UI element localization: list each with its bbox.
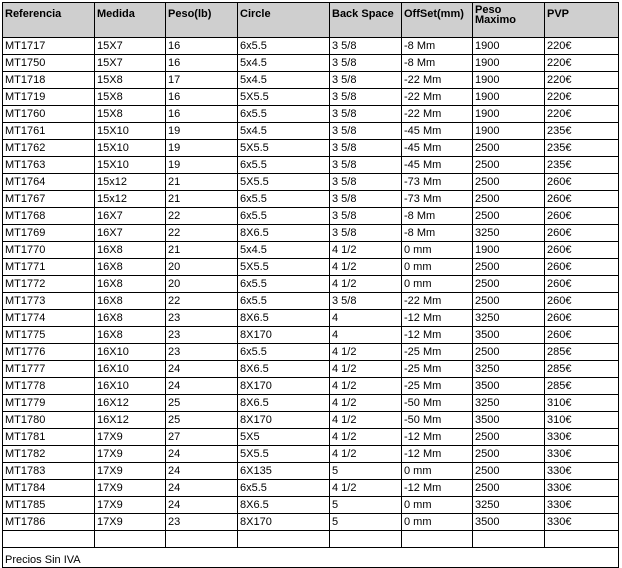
cell-back-space: 4 1/2 — [330, 242, 402, 259]
table-row — [3, 140, 619, 157]
cell-pvp: 260€ — [545, 310, 619, 327]
cell-back-space: 4 1/2 — [330, 446, 402, 463]
cell-peso-maximo: 3250 — [473, 395, 545, 412]
cell-peso-maximo: 3250 — [473, 310, 545, 327]
cell-circle: 5x4.5 — [238, 123, 330, 140]
cell-peso-maximo: 3250 — [473, 225, 545, 242]
cell-peso-maximo: 1900 — [473, 123, 545, 140]
cell-offset: -25 Mm — [402, 361, 473, 378]
cell-medida: 16X8 — [95, 259, 166, 276]
cell-peso-maximo: 2500 — [473, 157, 545, 174]
table-row — [3, 72, 619, 89]
table-row — [3, 55, 619, 72]
cell-medida: 17X9 — [95, 463, 166, 480]
cell-pvp: 330€ — [545, 514, 619, 531]
cell-pvp: 285€ — [545, 344, 619, 361]
cell-pvp: 220€ — [545, 106, 619, 123]
cell-offset: -45 Mm — [402, 123, 473, 140]
cell-back-space: 4 1/2 — [330, 276, 402, 293]
cell-offset: -12 Mm — [402, 310, 473, 327]
cell-referencia: MT1784 — [3, 480, 95, 497]
table-body — [3, 38, 619, 531]
cell-medida: 16X8 — [95, 276, 166, 293]
cell-back-space: 4 — [330, 327, 402, 344]
cell-peso: 19 — [166, 157, 238, 174]
table-row — [3, 276, 619, 293]
cell-peso-maximo: 1900 — [473, 89, 545, 106]
cell-offset: -8 Mm — [402, 225, 473, 242]
cell-back-space: 3 5/8 — [330, 140, 402, 157]
cell-back-space: 3 5/8 — [330, 38, 402, 55]
cell-circle: 6x5.5 — [238, 480, 330, 497]
cell-peso-maximo: 1900 — [473, 72, 545, 89]
header-peso-maximo: Peso Maximo — [473, 3, 545, 38]
cell-peso-maximo: 1900 — [473, 242, 545, 259]
footer-row — [3, 548, 619, 568]
cell-offset: -22 Mm — [402, 72, 473, 89]
cell-peso-maximo: 2500 — [473, 276, 545, 293]
cell-medida: 16X10 — [95, 378, 166, 395]
cell-circle: 8X170 — [238, 412, 330, 429]
cell-back-space: 3 5/8 — [330, 106, 402, 123]
cell-referencia: MT1762 — [3, 140, 95, 157]
cell-pvp: 285€ — [545, 361, 619, 378]
wheel-price-table — [2, 2, 619, 568]
blank-cell — [3, 531, 95, 548]
cell-peso-maximo: 3500 — [473, 514, 545, 531]
cell-peso-maximo: 2500 — [473, 259, 545, 276]
cell-peso: 24 — [166, 497, 238, 514]
cell-peso: 21 — [166, 191, 238, 208]
table-row — [3, 106, 619, 123]
cell-referencia: MT1781 — [3, 429, 95, 446]
table-row — [3, 191, 619, 208]
cell-offset: -73 Mm — [402, 191, 473, 208]
blank-cell — [402, 531, 473, 548]
cell-offset: -22 Mm — [402, 89, 473, 106]
header-pvp: PVP — [545, 3, 619, 38]
cell-pvp: 310€ — [545, 412, 619, 429]
cell-offset: -50 Mm — [402, 395, 473, 412]
cell-peso: 25 — [166, 412, 238, 429]
table-row — [3, 514, 619, 531]
cell-pvp: 330€ — [545, 497, 619, 514]
table-row — [3, 361, 619, 378]
cell-pvp: 260€ — [545, 208, 619, 225]
table-row — [3, 174, 619, 191]
table-row — [3, 497, 619, 514]
cell-peso: 23 — [166, 514, 238, 531]
cell-back-space: 3 5/8 — [330, 55, 402, 72]
cell-pvp: 220€ — [545, 55, 619, 72]
cell-peso: 23 — [166, 310, 238, 327]
table-row — [3, 446, 619, 463]
cell-circle: 6x5.5 — [238, 191, 330, 208]
blank-cell — [238, 531, 330, 548]
cell-pvp: 260€ — [545, 191, 619, 208]
table-row — [3, 344, 619, 361]
cell-referencia: MT1750 — [3, 55, 95, 72]
table-row — [3, 89, 619, 106]
header-medida: Medida — [95, 3, 166, 38]
cell-offset: -45 Mm — [402, 157, 473, 174]
cell-medida: 15x12 — [95, 174, 166, 191]
cell-peso-maximo: 3250 — [473, 497, 545, 514]
cell-circle: 8X6.5 — [238, 395, 330, 412]
blank-cell — [166, 531, 238, 548]
cell-peso-maximo: 2500 — [473, 293, 545, 310]
cell-circle: 8X6.5 — [238, 225, 330, 242]
table-row — [3, 208, 619, 225]
cell-peso: 25 — [166, 395, 238, 412]
cell-offset: -25 Mm — [402, 378, 473, 395]
cell-medida: 16X12 — [95, 412, 166, 429]
cell-pvp: 260€ — [545, 327, 619, 344]
cell-offset: -8 Mm — [402, 208, 473, 225]
cell-peso: 23 — [166, 327, 238, 344]
cell-referencia: MT1772 — [3, 276, 95, 293]
cell-medida: 16X10 — [95, 361, 166, 378]
cell-back-space: 4 1/2 — [330, 395, 402, 412]
cell-medida: 16X8 — [95, 310, 166, 327]
table-row — [3, 429, 619, 446]
cell-peso-maximo: 2500 — [473, 344, 545, 361]
cell-circle: 5X5.5 — [238, 140, 330, 157]
cell-referencia: MT1778 — [3, 378, 95, 395]
cell-pvp: 310€ — [545, 395, 619, 412]
cell-offset: -12 Mm — [402, 429, 473, 446]
table-row — [3, 480, 619, 497]
cell-pvp: 330€ — [545, 446, 619, 463]
cell-referencia: MT1767 — [3, 191, 95, 208]
cell-referencia: MT1779 — [3, 395, 95, 412]
cell-circle: 5X5.5 — [238, 259, 330, 276]
cell-back-space: 4 1/2 — [330, 429, 402, 446]
table-row — [3, 310, 619, 327]
cell-referencia: MT1773 — [3, 293, 95, 310]
footer-note: Precios Sin IVA — [3, 548, 619, 568]
cell-peso-maximo: 3500 — [473, 378, 545, 395]
cell-back-space: 3 5/8 — [330, 157, 402, 174]
cell-referencia: MT1777 — [3, 361, 95, 378]
cell-circle: 5x4.5 — [238, 55, 330, 72]
cell-back-space: 4 1/2 — [330, 378, 402, 395]
table-row — [3, 123, 619, 140]
table-row — [3, 225, 619, 242]
cell-referencia: MT1782 — [3, 446, 95, 463]
cell-referencia: MT1780 — [3, 412, 95, 429]
cell-circle: 8X6.5 — [238, 361, 330, 378]
cell-back-space: 4 1/2 — [330, 361, 402, 378]
cell-pvp: 330€ — [545, 480, 619, 497]
cell-medida: 15X7 — [95, 55, 166, 72]
cell-medida: 15x12 — [95, 191, 166, 208]
cell-peso-maximo: 2500 — [473, 429, 545, 446]
cell-offset: -50 Mm — [402, 412, 473, 429]
cell-circle: 6x5.5 — [238, 38, 330, 55]
header-circle: Circle — [238, 3, 330, 38]
cell-peso-maximo: 3500 — [473, 327, 545, 344]
cell-circle: 8X6.5 — [238, 310, 330, 327]
cell-pvp: 220€ — [545, 72, 619, 89]
cell-medida: 15X10 — [95, 157, 166, 174]
cell-pvp: 220€ — [545, 89, 619, 106]
cell-peso-maximo: 2500 — [473, 208, 545, 225]
price-table-container — [2, 2, 619, 568]
cell-circle: 6x5.5 — [238, 293, 330, 310]
cell-circle: 6x5.5 — [238, 106, 330, 123]
cell-back-space: 3 5/8 — [330, 174, 402, 191]
cell-offset: -8 Mm — [402, 55, 473, 72]
cell-referencia: MT1786 — [3, 514, 95, 531]
cell-peso-maximo: 1900 — [473, 55, 545, 72]
cell-referencia: MT1785 — [3, 497, 95, 514]
cell-peso: 19 — [166, 123, 238, 140]
cell-back-space: 5 — [330, 463, 402, 480]
cell-peso: 19 — [166, 140, 238, 157]
cell-peso-maximo: 2500 — [473, 174, 545, 191]
header-row — [3, 3, 619, 38]
cell-referencia: MT1719 — [3, 89, 95, 106]
cell-offset: 0 mm — [402, 242, 473, 259]
cell-referencia: MT1764 — [3, 174, 95, 191]
cell-medida: 16X12 — [95, 395, 166, 412]
table-row — [3, 327, 619, 344]
cell-pvp: 235€ — [545, 123, 619, 140]
cell-circle: 8X170 — [238, 514, 330, 531]
cell-circle: 5x4.5 — [238, 242, 330, 259]
cell-referencia: MT1775 — [3, 327, 95, 344]
cell-pvp: 285€ — [545, 378, 619, 395]
header-back-space: Back Space — [330, 3, 402, 38]
cell-pvp: 330€ — [545, 463, 619, 480]
cell-medida: 15X8 — [95, 72, 166, 89]
cell-offset: 0 mm — [402, 276, 473, 293]
cell-pvp: 235€ — [545, 140, 619, 157]
blank-cell — [473, 531, 545, 548]
cell-peso: 27 — [166, 429, 238, 446]
cell-circle: 5X5.5 — [238, 89, 330, 106]
blank-cell — [545, 531, 619, 548]
cell-peso: 23 — [166, 344, 238, 361]
cell-peso-maximo: 2500 — [473, 191, 545, 208]
cell-peso: 24 — [166, 480, 238, 497]
cell-peso: 16 — [166, 38, 238, 55]
blank-row — [3, 531, 619, 548]
cell-peso: 21 — [166, 242, 238, 259]
header-offset: OffSet(mm) — [402, 3, 473, 38]
cell-circle: 6x5.5 — [238, 344, 330, 361]
cell-peso: 21 — [166, 174, 238, 191]
cell-pvp: 260€ — [545, 276, 619, 293]
header-peso: Peso(lb) — [166, 3, 238, 38]
cell-peso: 16 — [166, 55, 238, 72]
cell-medida: 17X9 — [95, 480, 166, 497]
table-row — [3, 242, 619, 259]
cell-offset: -22 Mm — [402, 293, 473, 310]
cell-back-space: 4 1/2 — [330, 259, 402, 276]
table-row — [3, 378, 619, 395]
cell-back-space: 3 5/8 — [330, 293, 402, 310]
cell-offset: -8 Mm — [402, 38, 473, 55]
cell-referencia: MT1771 — [3, 259, 95, 276]
cell-circle: 6x5.5 — [238, 157, 330, 174]
cell-medida: 17X9 — [95, 446, 166, 463]
cell-circle: 8X170 — [238, 378, 330, 395]
cell-back-space: 3 5/8 — [330, 225, 402, 242]
cell-pvp: 260€ — [545, 259, 619, 276]
cell-pvp: 260€ — [545, 225, 619, 242]
cell-offset: 0 mm — [402, 259, 473, 276]
cell-peso: 22 — [166, 225, 238, 242]
cell-peso-maximo: 2500 — [473, 463, 545, 480]
cell-medida: 16X8 — [95, 293, 166, 310]
cell-medida: 16X8 — [95, 327, 166, 344]
cell-referencia: MT1768 — [3, 208, 95, 225]
cell-referencia: MT1783 — [3, 463, 95, 480]
cell-peso: 22 — [166, 208, 238, 225]
cell-offset: -73 Mm — [402, 174, 473, 191]
cell-medida: 16X7 — [95, 225, 166, 242]
cell-back-space: 3 5/8 — [330, 89, 402, 106]
table-row — [3, 38, 619, 55]
cell-medida: 15X10 — [95, 123, 166, 140]
cell-medida: 17X9 — [95, 514, 166, 531]
cell-pvp: 260€ — [545, 174, 619, 191]
cell-circle: 5x4.5 — [238, 72, 330, 89]
cell-offset: 0 mm — [402, 463, 473, 480]
cell-circle: 5X5.5 — [238, 446, 330, 463]
cell-peso: 16 — [166, 106, 238, 123]
cell-back-space: 3 5/8 — [330, 123, 402, 140]
cell-peso-maximo: 3500 — [473, 412, 545, 429]
cell-peso: 24 — [166, 446, 238, 463]
cell-circle: 6X135 — [238, 463, 330, 480]
table-row — [3, 412, 619, 429]
cell-peso-maximo: 2500 — [473, 140, 545, 157]
table-row — [3, 395, 619, 412]
cell-peso-maximo: 1900 — [473, 106, 545, 123]
table-row — [3, 293, 619, 310]
cell-offset: -12 Mm — [402, 446, 473, 463]
cell-circle: 5X5 — [238, 429, 330, 446]
cell-offset: -25 Mm — [402, 344, 473, 361]
blank-cell — [95, 531, 166, 548]
cell-peso: 16 — [166, 89, 238, 106]
cell-back-space: 4 1/2 — [330, 412, 402, 429]
cell-peso: 24 — [166, 463, 238, 480]
cell-referencia: MT1763 — [3, 157, 95, 174]
cell-peso: 20 — [166, 276, 238, 293]
cell-referencia: MT1717 — [3, 38, 95, 55]
cell-back-space: 4 1/2 — [330, 344, 402, 361]
cell-referencia: MT1769 — [3, 225, 95, 242]
cell-referencia: MT1761 — [3, 123, 95, 140]
cell-medida: 16X7 — [95, 208, 166, 225]
cell-medida: 17X9 — [95, 429, 166, 446]
cell-circle: 8X6.5 — [238, 497, 330, 514]
cell-peso-maximo: 1900 — [473, 38, 545, 55]
cell-peso-maximo: 2500 — [473, 480, 545, 497]
cell-offset: -12 Mm — [402, 327, 473, 344]
cell-circle: 5X5.5 — [238, 174, 330, 191]
cell-referencia: MT1774 — [3, 310, 95, 327]
cell-medida: 16X10 — [95, 344, 166, 361]
cell-medida: 15X10 — [95, 140, 166, 157]
cell-medida: 17X9 — [95, 497, 166, 514]
cell-medida: 15X8 — [95, 106, 166, 123]
cell-referencia: MT1760 — [3, 106, 95, 123]
cell-circle: 6x5.5 — [238, 208, 330, 225]
cell-back-space: 5 — [330, 497, 402, 514]
table-row — [3, 157, 619, 174]
cell-pvp: 235€ — [545, 157, 619, 174]
cell-back-space: 3 5/8 — [330, 208, 402, 225]
cell-peso: 22 — [166, 293, 238, 310]
cell-back-space: 5 — [330, 514, 402, 531]
cell-offset: 0 mm — [402, 514, 473, 531]
cell-peso: 20 — [166, 259, 238, 276]
cell-pvp: 330€ — [545, 429, 619, 446]
cell-pvp: 220€ — [545, 38, 619, 55]
cell-back-space: 3 5/8 — [330, 72, 402, 89]
cell-medida: 16X8 — [95, 242, 166, 259]
header-referencia: Referencia — [3, 3, 95, 38]
cell-peso: 24 — [166, 378, 238, 395]
cell-peso-maximo: 2500 — [473, 446, 545, 463]
cell-offset: 0 mm — [402, 497, 473, 514]
cell-back-space: 3 5/8 — [330, 191, 402, 208]
cell-circle: 8X170 — [238, 327, 330, 344]
table-row — [3, 463, 619, 480]
cell-medida: 15X8 — [95, 89, 166, 106]
cell-back-space: 4 — [330, 310, 402, 327]
cell-offset: -45 Mm — [402, 140, 473, 157]
cell-pvp: 260€ — [545, 242, 619, 259]
cell-medida: 15X7 — [95, 38, 166, 55]
cell-referencia: MT1718 — [3, 72, 95, 89]
cell-referencia: MT1770 — [3, 242, 95, 259]
table-row — [3, 259, 619, 276]
cell-peso-maximo: 3250 — [473, 361, 545, 378]
cell-peso: 24 — [166, 361, 238, 378]
cell-peso: 17 — [166, 72, 238, 89]
cell-pvp: 260€ — [545, 293, 619, 310]
blank-cell — [330, 531, 402, 548]
cell-referencia: MT1776 — [3, 344, 95, 361]
cell-offset: -22 Mm — [402, 106, 473, 123]
cell-offset: -12 Mm — [402, 480, 473, 497]
cell-back-space: 4 1/2 — [330, 480, 402, 497]
cell-circle: 6x5.5 — [238, 276, 330, 293]
